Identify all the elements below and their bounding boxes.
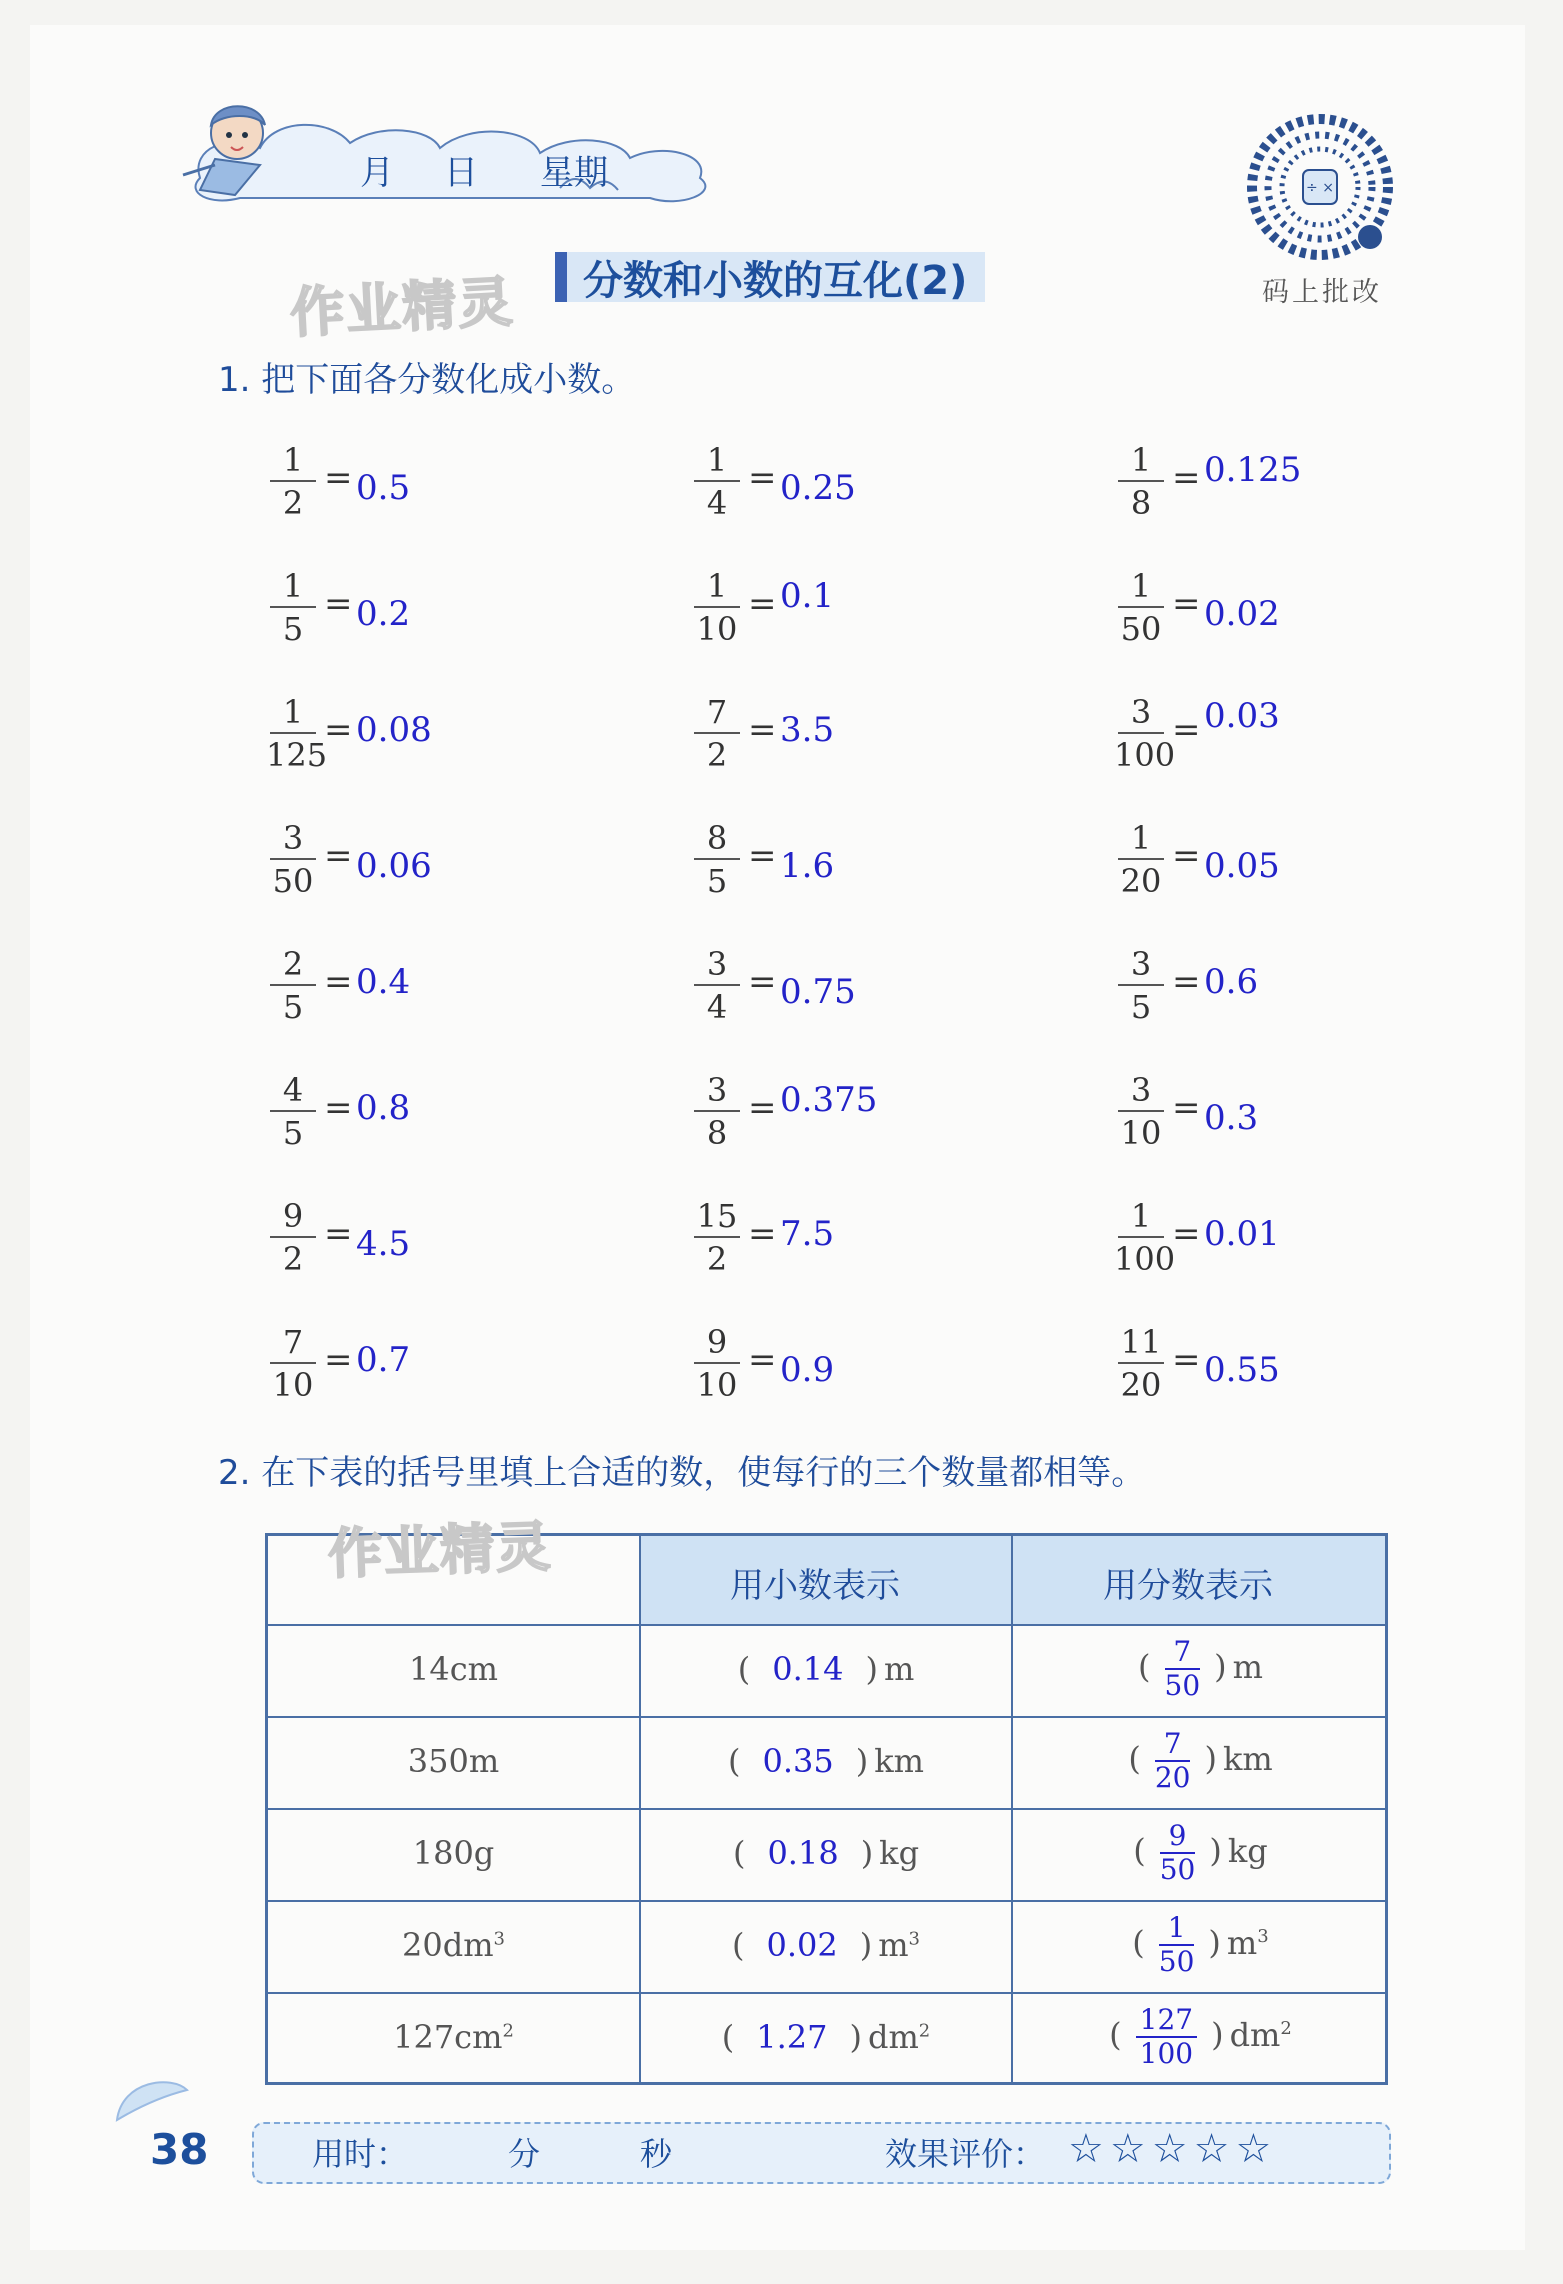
denominator: 10 — [696, 1366, 738, 1404]
equals-sign: = — [324, 710, 353, 750]
fraction-item — [266, 1070, 586, 1170]
unit: m — [883, 1650, 915, 1688]
decimal-cell — [641, 2018, 1011, 2056]
denominator: 125 — [266, 736, 328, 774]
table-divider — [268, 1900, 1385, 1902]
unit: dm — [867, 2018, 919, 2056]
fraction-item — [1114, 1196, 1434, 1296]
denominator: 5 — [282, 610, 304, 648]
fraction — [1114, 566, 1168, 650]
unit: m — [1226, 1923, 1258, 1962]
table-divider — [268, 1808, 1385, 1810]
numerator: 15 — [696, 1197, 738, 1235]
fraction — [1114, 1070, 1168, 1154]
decimal-answer[interactable]: 0.7 — [356, 1340, 411, 1380]
unit-exponent: 2 — [1280, 2017, 1292, 2039]
numerator: 1 — [1130, 441, 1152, 479]
quantity-cell — [268, 1742, 639, 1780]
decimal-answer[interactable]: 0.05 — [1204, 846, 1280, 886]
quantity: 180g — [412, 1834, 495, 1872]
equals-sign: = — [1172, 836, 1201, 876]
fraction-item — [266, 1196, 586, 1296]
fraction-item — [1114, 566, 1434, 666]
fraction-item — [690, 566, 1010, 666]
fraction-item — [690, 1196, 1010, 1296]
fraction-answer[interactable] — [1136, 2003, 1197, 2070]
equals-sign: = — [1172, 1340, 1201, 1380]
fraction-cell — [1013, 1819, 1388, 1886]
fraction — [266, 818, 320, 902]
fraction-cell — [1013, 2003, 1388, 2070]
numerator: 3 — [1130, 1071, 1152, 1109]
decimal-answer[interactable]: 0.2 — [356, 594, 411, 634]
quantity-cell — [268, 1834, 639, 1872]
cartoon-child-icon — [175, 95, 285, 215]
minute-label: 分 — [508, 2135, 541, 2173]
open-paren: ( — [1138, 1647, 1151, 1686]
numerator: 1 — [1130, 567, 1152, 605]
numerator: 7 — [282, 1323, 304, 1361]
open-paren: ( — [1132, 1923, 1145, 1962]
fraction — [1114, 818, 1168, 902]
decimal-answer[interactable]: 0.01 — [1204, 1214, 1280, 1254]
decimal-answer[interactable]: 0.75 — [780, 972, 856, 1012]
close-paren: ) — [849, 2018, 862, 2056]
numerator: 7 — [1163, 1727, 1182, 1760]
open-paren: ( — [732, 1834, 746, 1872]
close-paren: ) — [1211, 2015, 1224, 2054]
fraction — [1114, 1196, 1176, 1280]
equals-sign: = — [324, 1088, 353, 1128]
header-fraction: 用分数表示 — [1103, 1566, 1273, 1606]
fraction — [690, 440, 744, 524]
quantity-exponent: 3 — [493, 1928, 505, 1950]
numerator: 1 — [1130, 819, 1152, 857]
fraction-item — [1114, 1070, 1434, 1170]
equals-sign: = — [1172, 458, 1201, 498]
fraction-item — [1114, 818, 1434, 918]
unit: dm — [1229, 2015, 1281, 2054]
fraction — [266, 692, 328, 776]
leaf-icon — [112, 2070, 192, 2125]
denominator: 4 — [706, 988, 728, 1026]
decimal-cell — [641, 1834, 1011, 1872]
decimal-cell — [641, 1926, 1011, 1964]
denominator: 20 — [1120, 1366, 1162, 1404]
quantity-cell — [268, 1926, 639, 1964]
equals-sign: = — [1172, 1088, 1201, 1128]
denominator: 100 — [1139, 2037, 1194, 2070]
fraction — [690, 944, 744, 1028]
denominator: 50 — [1164, 1669, 1201, 1702]
numerator: 2 — [282, 945, 304, 983]
denominator: 20 — [1120, 862, 1162, 900]
numerator: 7 — [706, 693, 728, 731]
fraction-item — [690, 440, 1010, 540]
denominator: 50 — [272, 862, 314, 900]
numerator: 127 — [1139, 2003, 1194, 2036]
equals-sign: = — [324, 584, 353, 624]
quantity: 14cm — [409, 1650, 498, 1688]
denominator: 50 — [1159, 1853, 1196, 1886]
fraction — [690, 692, 744, 776]
open-paren: ( — [1133, 1831, 1146, 1870]
denominator: 2 — [282, 1240, 304, 1278]
close-paren: ) — [1208, 1923, 1221, 1962]
decimal-answer[interactable]: 0.4 — [356, 962, 411, 1002]
close-paren: ) — [855, 1742, 869, 1780]
unit-exponent: 2 — [918, 2020, 931, 2042]
qr-caption: 码上批改 — [1262, 277, 1382, 308]
numerator: 9 — [1168, 1819, 1187, 1852]
denominator: 100 — [1114, 1240, 1176, 1278]
denominator: 2 — [282, 484, 304, 522]
decimal-answer[interactable]: 0.06 — [356, 846, 432, 886]
fraction-item — [1114, 944, 1434, 1044]
fraction — [1114, 440, 1168, 524]
fraction — [266, 1196, 320, 1280]
numerator: 1 — [1167, 1911, 1186, 1944]
question-1-prompt: 1. 把下面各分数化成小数。 — [218, 360, 636, 400]
decimal-answer[interactable]: 0.1 — [780, 576, 835, 616]
qr-code-icon[interactable] — [1245, 112, 1395, 262]
equals-sign: = — [324, 1340, 353, 1380]
fraction-cell — [1013, 1911, 1388, 1978]
time-label: 用时： — [312, 2135, 409, 2173]
denominator: 8 — [706, 1114, 728, 1152]
numerator: 1 — [282, 441, 304, 479]
numerator: 4 — [282, 1071, 304, 1109]
quantity: 20dm — [402, 1926, 494, 1964]
fraction — [266, 566, 320, 650]
fraction — [1114, 692, 1176, 776]
lesson-title-bar — [555, 252, 985, 302]
decimal-answer[interactable]: 0.3 — [1204, 1098, 1259, 1138]
fraction — [690, 1196, 744, 1280]
fraction-item — [266, 566, 586, 666]
denominator: 10 — [272, 1366, 314, 1404]
denominator: 5 — [282, 1114, 304, 1152]
numerator: 1 — [282, 567, 304, 605]
numerator: 9 — [706, 1323, 728, 1361]
denominator: 100 — [1114, 736, 1176, 774]
unit: kg — [1227, 1831, 1268, 1870]
unit: kg — [879, 1834, 920, 1872]
close-paren: ) — [1204, 1739, 1217, 1778]
lesson-title: 分数和小数的互化(2) — [583, 257, 968, 304]
decimal-cell — [641, 1650, 1011, 1688]
conversion-table — [265, 1533, 1388, 2085]
unit: km — [874, 1742, 924, 1780]
decimal-answer[interactable]: 0.5 — [356, 468, 411, 508]
fraction-item — [690, 818, 1010, 918]
fraction — [266, 440, 320, 524]
weekday-label: 星期 — [540, 153, 608, 193]
fraction — [266, 944, 320, 1028]
equals-sign: = — [1172, 584, 1201, 624]
decimal-answer[interactable]: 0.02 — [766, 1926, 838, 1964]
fraction-item — [690, 944, 1010, 1044]
numerator: 3 — [1130, 945, 1152, 983]
quantity: 350m — [407, 1742, 500, 1780]
numerator: 9 — [282, 1197, 304, 1235]
numerator: 1 — [1130, 1197, 1152, 1235]
close-paren: ) — [865, 1650, 878, 1688]
fraction-item — [266, 1322, 586, 1422]
quantity-cell — [268, 1650, 639, 1688]
fraction-item — [1114, 440, 1434, 540]
numerator: 3 — [282, 819, 304, 857]
fraction — [1114, 1322, 1168, 1406]
quantity-exponent: 2 — [502, 2020, 514, 2042]
fraction — [690, 818, 744, 902]
denominator: 2 — [706, 736, 728, 774]
fraction-item — [690, 1322, 1010, 1422]
open-paren: ( — [1109, 2015, 1122, 2054]
denominator: 50 — [1120, 610, 1162, 648]
quantity-cell — [268, 2018, 639, 2056]
table-divider — [268, 1716, 1385, 1718]
numerator: 1 — [706, 567, 728, 605]
denominator: 5 — [706, 862, 728, 900]
equals-sign: = — [1172, 710, 1201, 750]
title-background — [567, 252, 985, 302]
denominator: 20 — [1154, 1761, 1191, 1794]
numerator: 3 — [706, 945, 728, 983]
fraction-item — [690, 692, 1010, 792]
equals-sign: = — [324, 1214, 353, 1254]
fraction-cell — [1013, 1727, 1388, 1794]
second-label: 秒 — [640, 2135, 673, 2173]
unit: m — [878, 1926, 909, 1964]
denominator: 5 — [282, 988, 304, 1026]
decimal-answer[interactable]: 0.35 — [762, 1742, 834, 1780]
rating-label: 效果评价： — [885, 2135, 1046, 2173]
decimal-answer[interactable]: 1.6 — [780, 846, 835, 886]
denominator: 8 — [1130, 484, 1152, 522]
fraction — [266, 1322, 320, 1406]
decimal-answer[interactable]: 0.9 — [780, 1350, 835, 1390]
numerator: 8 — [706, 819, 728, 857]
fraction-cell — [1013, 1635, 1388, 1702]
quantity: 127cm — [393, 2018, 503, 2056]
numerator: 11 — [1120, 1323, 1162, 1361]
decimal-answer[interactable]: 7.5 — [780, 1214, 835, 1254]
page-number: 38 — [150, 2125, 209, 2174]
fraction — [266, 1070, 320, 1154]
equals-sign: = — [748, 1214, 777, 1254]
fraction-item — [266, 692, 586, 792]
close-paren: ) — [1214, 1647, 1227, 1686]
equals-sign: = — [748, 584, 777, 624]
equals-sign: = — [324, 962, 353, 1002]
decimal-answer[interactable]: 0.25 — [780, 468, 856, 508]
numerator: 7 — [1173, 1635, 1192, 1668]
equals-sign: = — [324, 836, 353, 876]
denominator: 5 — [1130, 988, 1152, 1026]
fraction-item — [1114, 692, 1434, 792]
decimal-answer[interactable]: 0.02 — [1204, 594, 1280, 634]
fraction-item — [266, 944, 586, 1044]
denominator: 50 — [1158, 1945, 1195, 1978]
fraction-item — [266, 440, 586, 540]
open-paren: ( — [737, 1650, 751, 1688]
decimal-answer[interactable]: 0.375 — [780, 1080, 878, 1120]
decimal-answer[interactable]: 1.27 — [756, 2018, 828, 2056]
decimal-answer[interactable]: 0.6 — [1204, 962, 1259, 1002]
equals-sign: = — [748, 1088, 777, 1128]
decimal-answer[interactable]: 4.5 — [356, 1224, 411, 1264]
fraction-answer[interactable] — [1154, 1727, 1191, 1794]
open-paren: ( — [721, 2018, 735, 2056]
equals-sign: = — [1172, 1214, 1201, 1254]
equals-sign: = — [748, 962, 777, 1002]
equals-sign: = — [748, 1340, 777, 1380]
unit: km — [1222, 1739, 1273, 1778]
equals-sign: = — [748, 710, 777, 750]
fraction — [690, 1070, 744, 1154]
fraction — [690, 1322, 744, 1406]
decimal-answer[interactable]: 3.5 — [780, 710, 835, 750]
numerator: 1 — [282, 693, 304, 731]
decimal-answer[interactable]: 0.08 — [356, 710, 432, 750]
denominator: 4 — [706, 484, 728, 522]
fraction-item — [1114, 1322, 1434, 1422]
open-paren: ( — [731, 1926, 745, 1964]
equals-sign: = — [324, 458, 353, 498]
close-paren: ) — [860, 1834, 874, 1872]
question-2-prompt: 2. 在下表的括号里填上合适的数，使每行的三个数量都相等。 — [218, 1453, 1146, 1493]
unit-exponent: 3 — [1257, 1925, 1269, 1947]
rating-stars[interactable]: ☆☆☆☆☆ — [1068, 2126, 1278, 2172]
fraction-answer[interactable] — [1164, 1635, 1201, 1702]
day-label: 日 — [444, 153, 478, 193]
decimal-answer[interactable]: 0.03 — [1204, 696, 1280, 736]
svg-text:÷ ×: ÷ × — [1306, 180, 1334, 196]
close-paren: ) — [859, 1926, 873, 1964]
fraction-item — [266, 818, 586, 918]
unit-exponent: 3 — [908, 1928, 920, 1950]
open-paren: ( — [1128, 1739, 1141, 1778]
denominator: 2 — [706, 1240, 728, 1278]
numerator: 3 — [1130, 693, 1152, 731]
fraction — [690, 566, 744, 650]
decimal-answer[interactable]: 0.55 — [1204, 1350, 1280, 1390]
equals-sign: = — [748, 836, 777, 876]
decimal-answer[interactable]: 0.18 — [767, 1834, 839, 1872]
month-label: 月 — [360, 153, 394, 193]
denominator: 10 — [696, 610, 738, 648]
equals-sign: = — [1172, 962, 1201, 1002]
header-decimal: 用小数表示 — [730, 1566, 900, 1606]
title-accent — [555, 252, 567, 302]
unit: m — [1232, 1647, 1263, 1686]
fraction — [1114, 944, 1168, 1028]
watermark-top: 作业精灵 — [288, 270, 516, 345]
table-divider — [268, 1624, 1385, 1626]
close-paren: ) — [1209, 1831, 1222, 1870]
fraction-answer[interactable] — [1158, 1911, 1195, 1978]
table-divider — [268, 1992, 1385, 1994]
open-paren: ( — [728, 1742, 741, 1780]
decimal-answer[interactable]: 0.8 — [356, 1088, 411, 1128]
decimal-answer[interactable]: 0.125 — [1204, 450, 1302, 490]
equals-sign: = — [748, 458, 777, 498]
fraction-item — [690, 1070, 1010, 1170]
fraction-answer[interactable] — [1159, 1819, 1196, 1886]
numerator: 3 — [706, 1071, 728, 1109]
numerator: 1 — [706, 441, 728, 479]
denominator: 10 — [1120, 1114, 1162, 1152]
decimal-answer[interactable]: 0.14 — [772, 1650, 844, 1688]
watermark-table: 作业精灵 — [327, 1515, 554, 1586]
decimal-cell — [641, 1742, 1011, 1780]
